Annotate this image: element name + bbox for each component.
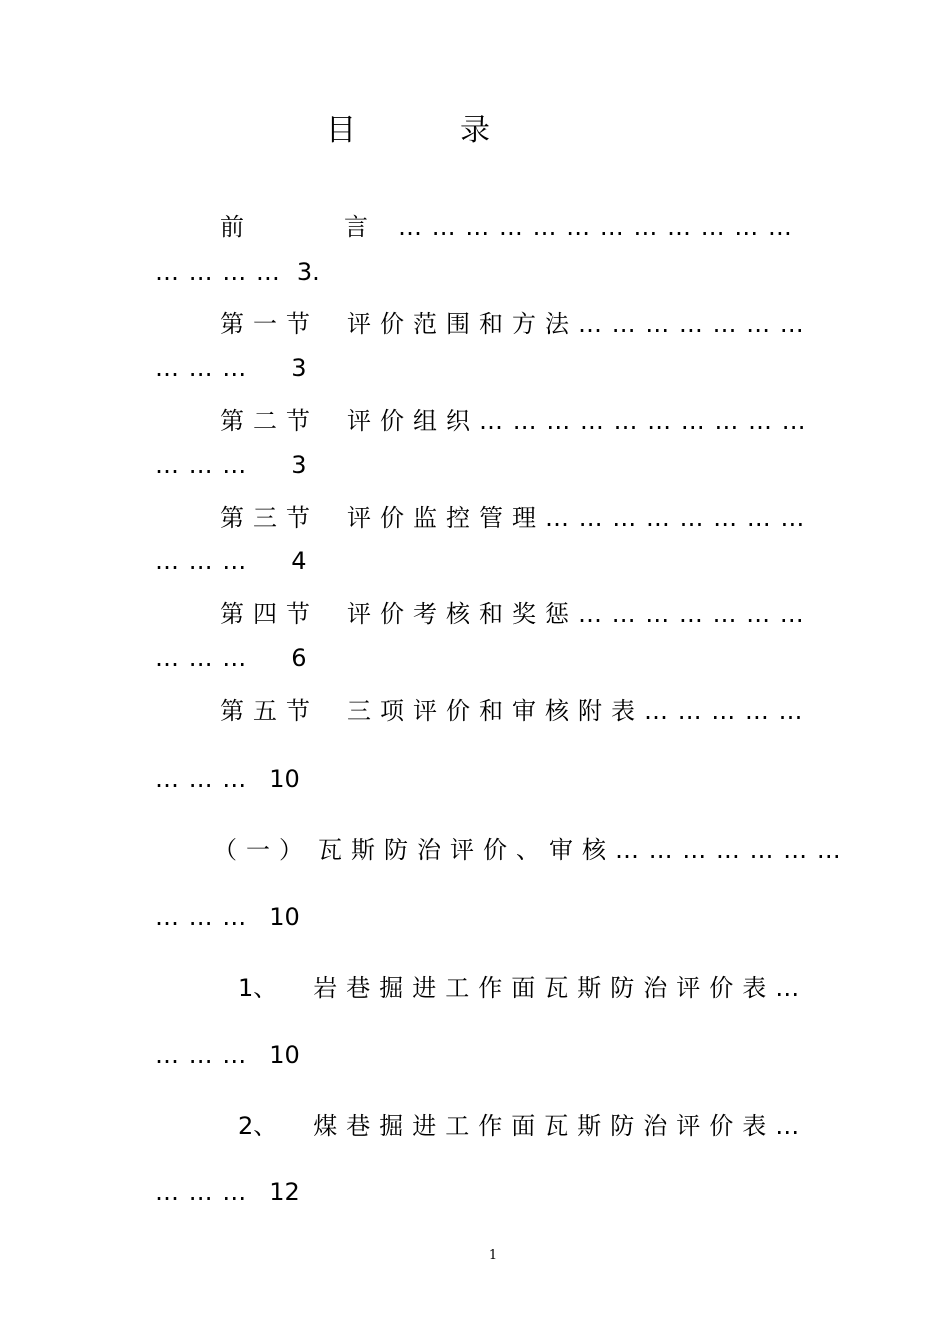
toc-label: 评价考核和奖惩 [347,600,578,628]
toc-page-number: 10 [269,903,300,931]
toc-entry-preface-cont [155,258,320,286]
toc-entry-section-5-cont [155,765,300,793]
toc-heading: （一） [213,836,312,864]
toc-entry-subsection-1[interactable] [213,830,842,865]
toc-leader: … … … [155,547,248,575]
toc-entry-section-1[interactable] [220,304,805,339]
toc-heading: 言 [344,213,368,241]
toc-label: 评价范围和方法 [347,310,578,338]
toc-page-number: 10 [269,1041,300,1069]
toc-leader: … … … … … … … … … … [479,407,807,435]
toc-leader: … … … … … … … … … … … … [398,213,793,241]
toc-leader: … … … … … … … [615,836,842,864]
toc-leader: … [775,974,801,1002]
toc-entry-table-2[interactable] [238,1106,800,1141]
toc-entry-table-1[interactable] [238,968,800,1003]
toc-leader: … … … [155,1178,248,1206]
toc-entry-section-2[interactable] [220,401,807,436]
toc-entry-preface[interactable] [220,207,793,242]
toc-label: 煤巷掘进工作面瓦斯防治评价表 [313,1112,776,1140]
toc-page-number: 3 [291,451,307,479]
toc-page-number: 10 [269,765,300,793]
toc-title-char-2: 录 [460,113,490,148]
toc-leader: … [775,1112,801,1140]
toc-entry-subsection-1-cont [155,903,300,931]
toc-entry-table-2-cont [155,1178,300,1206]
toc-leader: … … … [155,451,248,479]
toc-heading: 1、 [238,974,278,1002]
toc-heading: 前 [220,213,244,241]
toc-leader: … … … … [155,258,281,286]
toc-entry-section-3[interactable] [220,498,805,533]
toc-title [0,105,950,155]
toc-leader: … … … … … [644,697,804,725]
toc-leader: … … … [155,1041,248,1069]
toc-page-number: 3 [291,354,307,382]
toc-label: 评价组织 [347,407,479,435]
toc-leader: … … … … … … … [578,310,805,338]
toc-page-number: 3. [296,258,320,286]
toc-leader: … … … [155,903,248,931]
toc-heading: 第二节 [220,407,319,435]
toc-entry-section-2-cont [155,451,307,479]
toc-entry-section-4[interactable] [220,594,805,629]
toc-heading: 2、 [238,1112,278,1140]
toc-label: 评价监控管理 [347,504,545,532]
toc-leader: … … … [155,354,248,382]
toc-heading: 第三节 [220,504,319,532]
toc-title-char-1: 目 [326,113,356,148]
page-footer-number: 1 [488,1248,498,1263]
toc-leader: … … … [155,644,248,672]
toc-entry-table-1-cont [155,1041,300,1069]
toc-entry-section-1-cont [155,354,307,382]
toc-entry-section-5[interactable] [220,691,804,726]
toc-page-number: 4 [291,547,307,575]
toc-label: 岩巷掘进工作面瓦斯防治评价表 [313,974,776,1002]
toc-leader: … … … … … … … … [545,504,806,532]
toc-leader: … … … … … … … [578,600,805,628]
toc-label: 三项评价和审核附表 [347,697,644,725]
toc-page-number: 12 [269,1178,300,1206]
toc-entry-section-4-cont [155,644,307,672]
toc-heading: 第四节 [220,600,319,628]
toc-heading: 第一节 [220,310,319,338]
toc-heading: 第五节 [220,697,319,725]
toc-page-number: 6 [291,644,307,672]
toc-entry-section-3-cont [155,547,307,575]
toc-leader: … … … [155,765,248,793]
toc-label: 瓦斯防治评价、审核 [318,836,615,864]
